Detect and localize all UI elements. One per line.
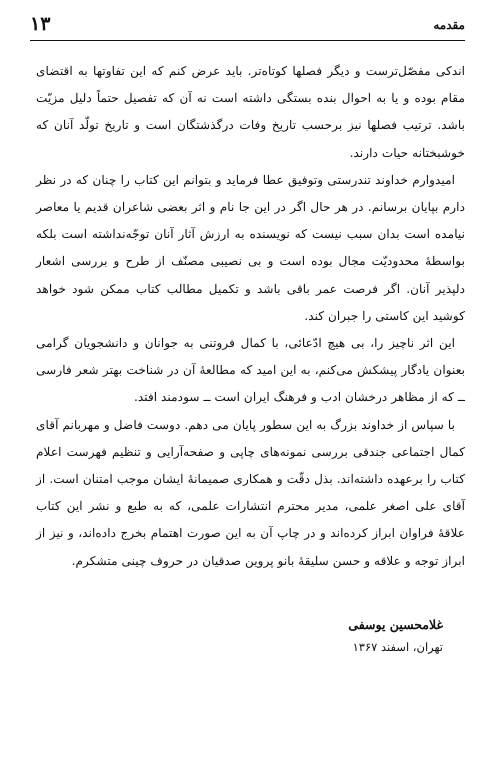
header-rule <box>30 40 465 41</box>
body-text <box>36 58 465 575</box>
paragraph-3: این اثر ناچیز را، بی هیچ ادّعائی، با کمال فروتنی به جوانان و دانشجویان گرامی بعنوان یادگار پیشکش می‌کنم، به این امید که مطالعهٔ آن در شناخت بهتر شعر فارسی ــ که از مظاهر درخشان ادب و فرهنگ ایران است ــ سودمند افتد. <box>36 336 465 405</box>
page-number: ۱۳ <box>30 13 51 35</box>
place-date: تهران، اسفند ۱۳۶۷ <box>352 640 443 654</box>
page-header <box>30 13 465 39</box>
paragraph-1: اندکی مفصّل‌تر‌ست و دیگر فصلها کوتاه‌تر. باید عرض کنم که این تفاوتها به اقتضای مقام بوده و یا به احوال بنده بستگی داشته است نه آن که تفصیل حتماً دلیل مزیّت باشد. ترتیب فصلها نیز برحسب تاریخ وفات درگذشتگان است و تاریخ تولّد آنان که خوشبختانه حیات دارند. <box>36 64 465 160</box>
paragraph-2: امیدوارم خداوند تندرستی وتوفیق عطا فرماید و بتوانم این کتاب را چنان که در نظر دارم بپایان برسانم. در هر حال اگر در این جا نام و اثر بعضی شاعران قدیم یا معاصر نیامده است بدان سبب نیست که نویسنده به ارزش آثار آنان توجّه‌نداشته است بلکه بواسطهٔ محدودیّت مجال بوده است و بی نصیبی مصنّف از طرح و بررسی اشعار دلپذیر آنان. اگر فرصت عمر باقی باشد و تکمیل مطالب کتاب ممکن شود خواهد کوشید این کاستی را جبران کند. <box>36 172 465 323</box>
paragraph-4: با سپاس از خداوند بزرگ به این سطور پایان می دهم. دوست فاضل و مهربانم آقای کمال اجتماعی جندقی بررسی نمونه‌های چاپی و صفحه‌آرایی و تنظیم فهرست اعلام کتاب را برعهده داشته‌اند. بذل دقّت و همکاری صمیمانهٔ ایشان موجب امتنان است. از آقای علی اصغر علمی، مدیر محترم انتشارات علمی، که به طبع و نشر این کتاب علاقهٔ فراوان ابراز کرده‌اند و در چاپ آن به این صورت اهتمام بخرج داده‌اند، و نیز از ابراز توجه و علاقه و حسن سلیقهٔ بانو پروین صدقیان در حروف چینی متشکرم. <box>36 417 465 568</box>
signature-block <box>348 613 443 657</box>
author-name: غلامحسین یوسفی <box>348 617 443 632</box>
running-title: مقدمه <box>433 18 465 32</box>
